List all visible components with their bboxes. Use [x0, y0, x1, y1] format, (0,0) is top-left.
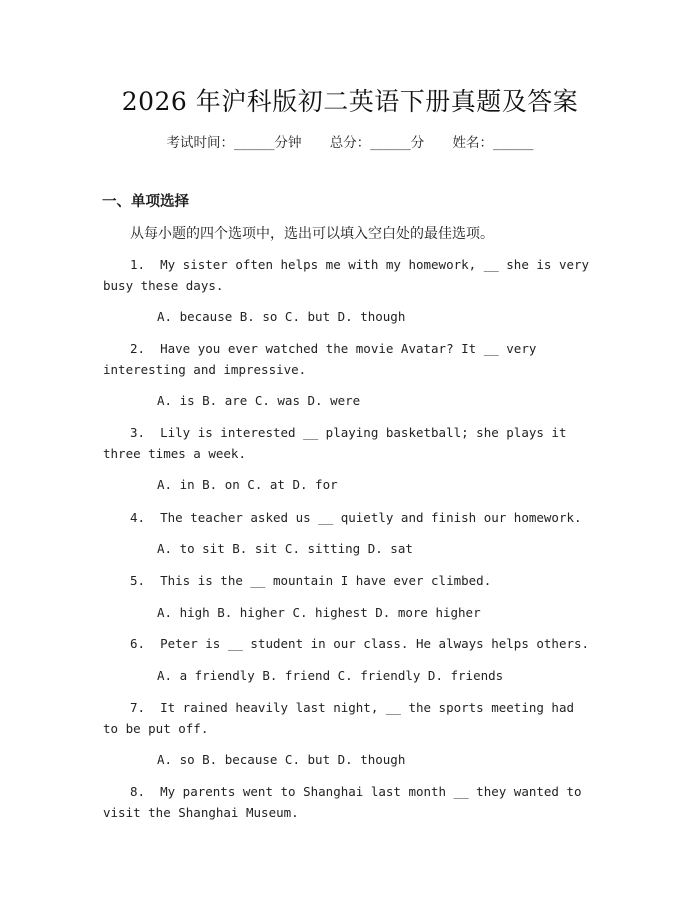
question-5: 5. This is the __ mountain I have ever climbed. [130, 573, 492, 588]
student-name-field: 姓名：______ [452, 135, 534, 151]
section-heading: 一、单项选择 [102, 194, 189, 210]
question-1: 1. My sister often helps me with my homework, __ she is very busy these days. [103, 257, 597, 293]
question-2-options: A. is B. are C. was D. were [157, 393, 361, 408]
question-7: 7. It rained heavily last night, __ the sports meeting had to be put off. [103, 700, 582, 736]
section-instruction: 从每小题的四个选项中，选出可以填入空白处的最佳选项。 [130, 226, 494, 242]
question-6-options: A. a friendly B. friend C. friendly D. friends [157, 668, 504, 683]
question-4-options: A. to sit B. sit C. sitting D. sat [157, 541, 413, 556]
question-8: 8. My parents went to Shanghai last month __ they wanted to visit the Shanghai Museum. [103, 784, 590, 820]
question-1-options: A. because B. so C. but D. though [157, 309, 406, 324]
page-title: 2026 年沪科版初二英语下册真题及答案 [121, 87, 579, 116]
question-3: 3. Lily is interested __ playing basketball; she plays it three times a week. [103, 425, 575, 461]
question-7-options: A. so B. because C. but D. though [157, 752, 406, 767]
question-2: 2. Have you ever watched the movie Avatar? It __ very interesting and impressive. [103, 341, 544, 377]
question-3-options: A. in B. on C. at D. for [157, 477, 338, 492]
question-6: 6. Peter is __ student in our class. He always helps others. [130, 636, 590, 651]
question-5-options: A. high B. higher C. highest D. more higher [157, 605, 481, 620]
exam-time-field: 考试时间：______分钟 [166, 135, 302, 151]
exam-meta [0, 131, 700, 151]
total-score-field: 总分：______分 [329, 135, 425, 151]
question-4: 4. The teacher asked us __ quietly and finish our homework. [130, 510, 582, 525]
